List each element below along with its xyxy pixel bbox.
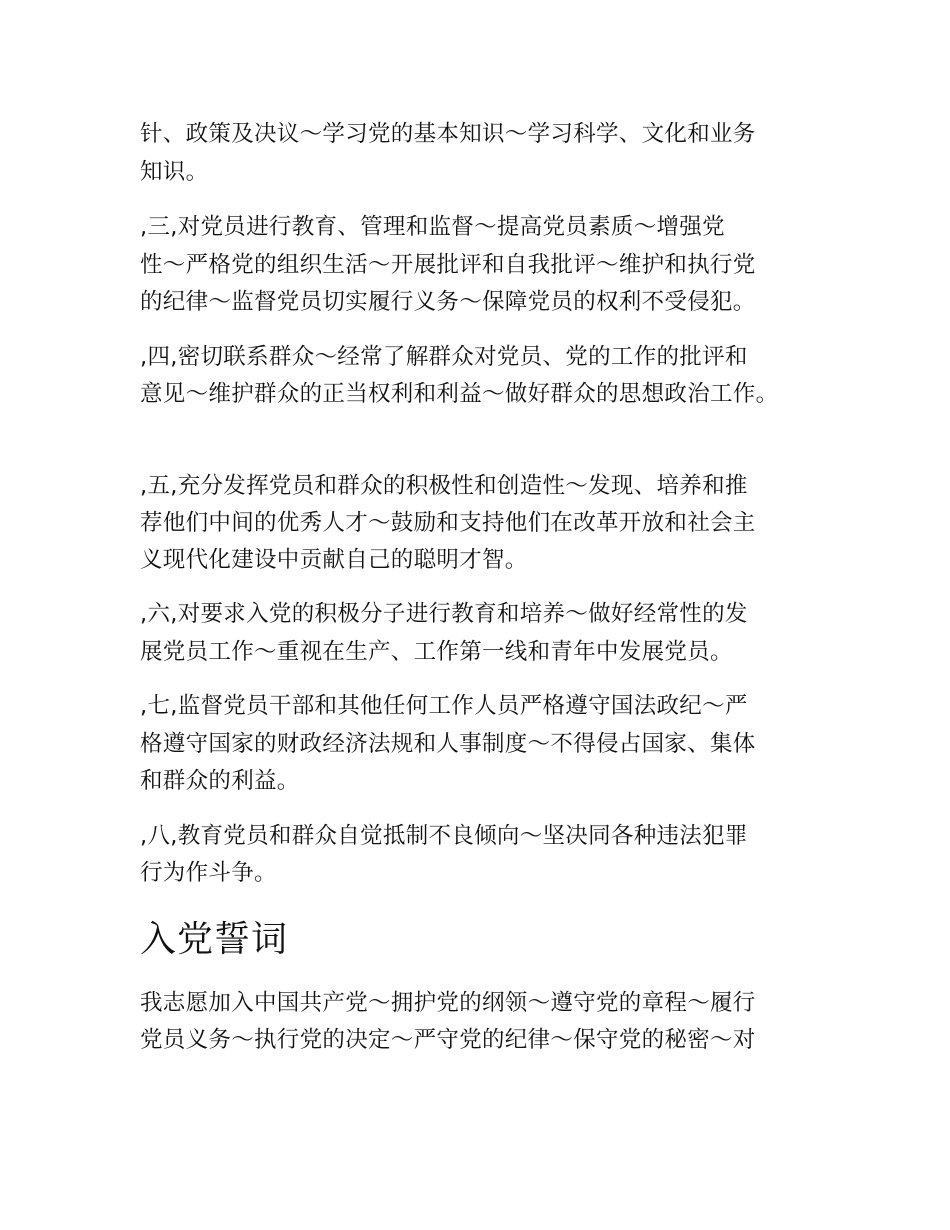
text-line: 和群众的利益。 xyxy=(140,768,300,794)
text-line: 意见～维护群众的正当权利和利益～做好群众的思想政治工作。 xyxy=(140,381,779,407)
text-line: 的纪律～监督党员切实履行义务～保障党员的权利不受侵犯。 xyxy=(140,289,756,315)
text-line: 知识。 xyxy=(140,159,209,185)
text-line: 荐他们中间的优秀人才～鼓励和支持他们在改革开放和社会主 xyxy=(140,510,756,536)
text-line: 义现代化建设中贡献自己的聪明才智。 xyxy=(140,547,528,573)
text-line: 党员义务～执行党的决定～严守党的纪律～保守党的秘密～对 xyxy=(140,1027,756,1053)
text-line: 针、政策及决议～学习党的基本知识～学习科学、文化和业务 xyxy=(140,121,756,147)
text-line: 展党员工作～重视在生产、工作第一线和青年中发展党员。 xyxy=(140,639,733,665)
text-line: ,三,对党员进行教育、管理和监督～提高党员素质～增强党 xyxy=(140,214,725,240)
text-line: 我志愿加入中国共产党～拥护党的纲领～遵守党的章程～履行 xyxy=(140,990,756,1016)
text-line: ,六,对要求入党的积极分子进行教育和培养～做好经常性的发 xyxy=(140,601,748,627)
text-line: ,七,监督党员干部和其他任何工作人员严格遵守国法政纪～严 xyxy=(140,693,748,719)
text-line: ,四,密切联系群众～经常了解群众对党员、党的工作的批评和 xyxy=(140,344,748,370)
section-heading: 入党誓词 xyxy=(140,919,289,960)
text-line: ,五,充分发挥党员和群众的积极性和创造性～发现、培养和推 xyxy=(140,473,748,499)
text-line: 行为作斗争。 xyxy=(140,860,277,886)
text-line: 性～严格党的组织生活～开展批评和自我批评～维护和执行党 xyxy=(140,252,756,278)
text-line: ,八,教育党员和群众自觉抵制不良倾向～坚决同各种违法犯罪 xyxy=(140,823,748,849)
text-line: 格遵守国家的财政经济法规和人事制度～不得侵占国家、集体 xyxy=(140,731,756,757)
